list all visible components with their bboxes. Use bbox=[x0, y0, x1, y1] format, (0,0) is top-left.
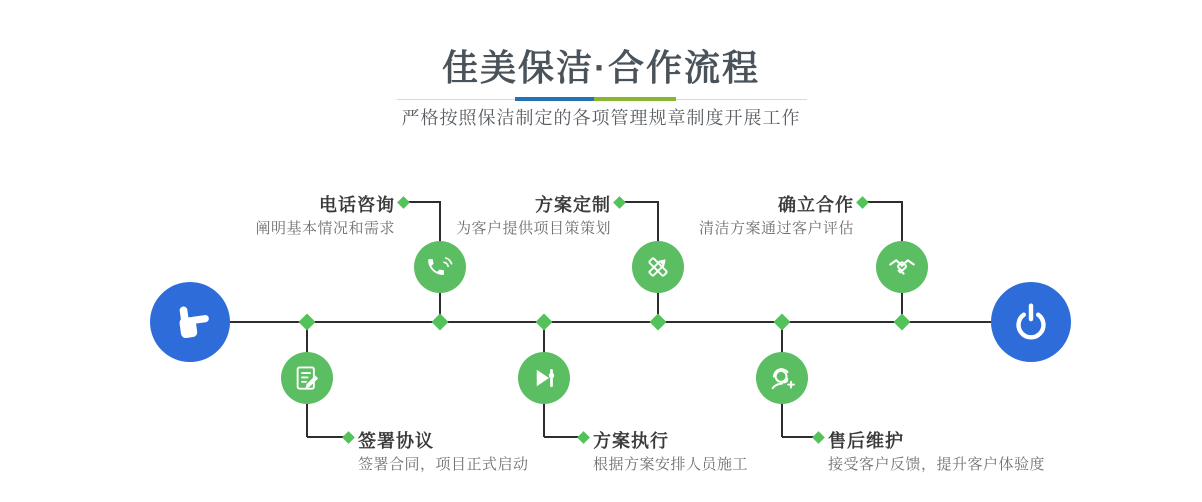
step-desc-sign-agreement: 签署合同，项目正式启动 bbox=[358, 456, 529, 473]
timeline-node-diamond bbox=[774, 314, 791, 331]
label-bullet-diamond bbox=[342, 431, 355, 444]
title-divider-blue-segment bbox=[515, 97, 594, 101]
timeline-node-diamond bbox=[299, 314, 316, 331]
label-bullet-diamond bbox=[613, 196, 626, 209]
timeline-node-diamond bbox=[894, 314, 911, 331]
end-node bbox=[991, 282, 1071, 362]
step-title-after-sales: 售后维护 bbox=[828, 431, 904, 451]
step-node-execute bbox=[518, 352, 570, 404]
step-node-service bbox=[756, 352, 808, 404]
play-execute-icon bbox=[529, 363, 559, 393]
title-divider-green-segment bbox=[594, 97, 676, 101]
step-desc-plan-execute: 根据方案安排人员施工 bbox=[593, 456, 749, 473]
step-title-establish-coop: 确立合作 bbox=[778, 195, 854, 215]
phone-icon bbox=[425, 253, 455, 281]
step-title-phone-consult: 电话咨询 bbox=[319, 195, 395, 215]
step-desc-plan-custom: 为客户提供项目策策划 bbox=[455, 220, 611, 237]
contract-signing-icon bbox=[292, 363, 322, 393]
label-bullet-diamond bbox=[812, 431, 825, 444]
page-subtitle: 严格按照保洁制定的各项管理规章制度开展工作 bbox=[401, 108, 801, 128]
step-node-design bbox=[632, 241, 684, 293]
step-desc-after-sales: 接受客户反馈，提升客户体验度 bbox=[828, 456, 1046, 473]
step-node-handshake bbox=[876, 241, 928, 293]
step-desc-establish-coop: 清洁方案通过客户评估 bbox=[698, 220, 854, 237]
timeline-node-diamond bbox=[536, 314, 553, 331]
page-title: 佳美保洁·合作流程 bbox=[442, 47, 760, 88]
customer-service-icon bbox=[766, 362, 798, 394]
power-icon bbox=[1008, 299, 1054, 345]
start-node bbox=[150, 282, 230, 362]
timeline-node-diamond bbox=[432, 314, 449, 331]
step-title-sign-agreement: 签署协议 bbox=[358, 431, 434, 451]
label-bullet-diamond bbox=[397, 196, 410, 209]
pointing-hand-icon bbox=[167, 299, 213, 345]
step-title-plan-custom: 方案定制 bbox=[535, 195, 611, 215]
label-bullet-diamond bbox=[577, 431, 590, 444]
step-node-phone bbox=[414, 241, 466, 293]
step-title-plan-execute: 方案执行 bbox=[593, 431, 669, 451]
step-desc-phone-consult: 阐明基本情况和需求 bbox=[255, 220, 395, 237]
handshake-icon bbox=[886, 252, 918, 282]
design-pencil-ruler-icon bbox=[643, 252, 673, 282]
step-node-contract bbox=[281, 352, 333, 404]
label-bullet-diamond bbox=[856, 196, 869, 209]
timeline-node-diamond bbox=[650, 314, 667, 331]
